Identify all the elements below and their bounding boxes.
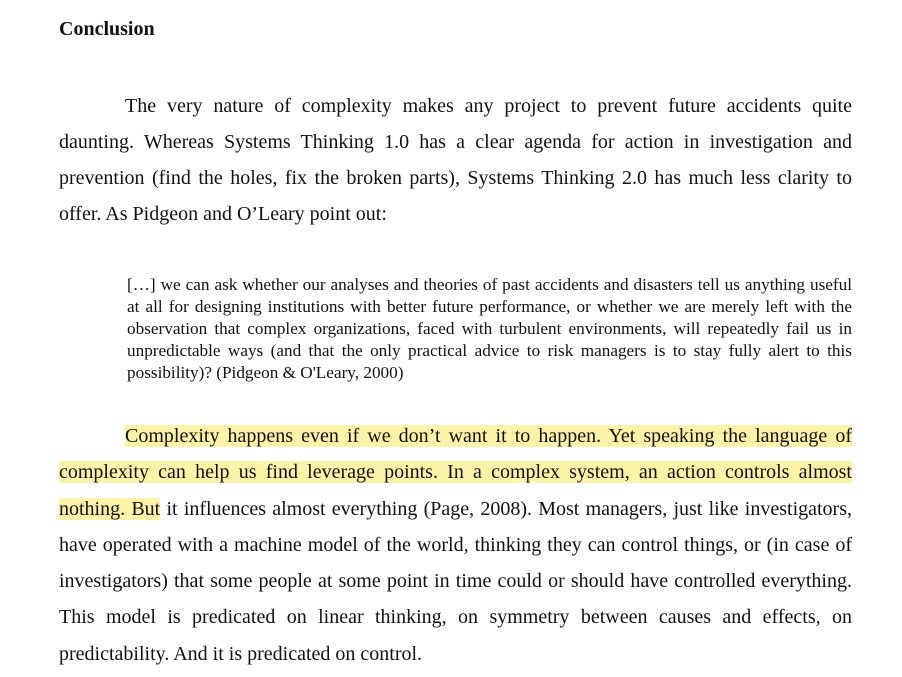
block-quote: […] we can ask whether our analyses and theories of past accidents and disasters tell us anything useful at all for designing institutions with better future performance, or whether we are merely left with the observation that complex organizations, faced with turbulent environments, will repeatedly fail us in unpredictable ways (and that the only practical advice to risk managers is to stay fully alert to this possibility)? (Pidgeon & O'Leary, 2000) — [127, 275, 852, 382]
paragraph-intro — [59, 88, 852, 232]
paragraph-intro-text: The very nature of complexity makes any project to prevent future accidents quite daunting. Whereas Systems Thinking 1.0 has a clear agenda for action in investigation and prevention (find the holes, fix the broken parts), Systems Thinking 2.0 has much less clarity to offer. As Pidgeon and O’Leary point out: — [59, 95, 852, 225]
section-heading: Conclusion — [59, 18, 155, 40]
paragraph-conclusion-text: it influences almost everything (Page, 2008). Most managers, just like investigators, have operated with a machine model of the world, thinking they can control things, or (in case of investigators) that some people at some point in time could or should have controlled everything. This model is predicated on linear thinking, on symmetry between causes and effects, on predictability. And it is predicated on control. — [59, 497, 853, 665]
paragraph-conclusion — [59, 418, 852, 672]
highlighted-text[interactable]: Complexity happens even if we don’t want it to happen. Yet speaking the language of complexity can help us find leverage points. In a complex system, an action controls almost nothing. But — [59, 425, 852, 520]
